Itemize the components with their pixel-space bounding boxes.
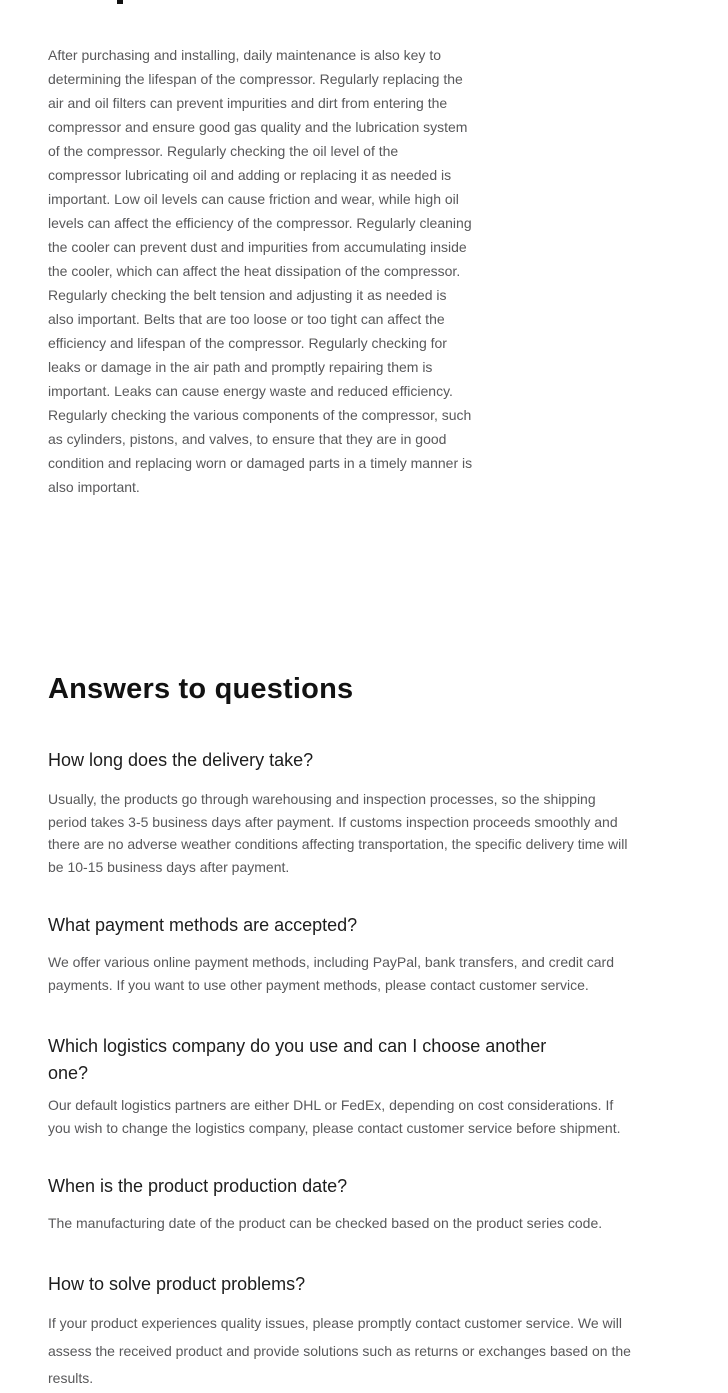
- faq-answer: If your product experiences quality issues, please promptly contact customer service. We will assess the received product and provide solutions such as returns or exchanges based on the results.: [48, 1315, 631, 1386]
- clipped-heading-fragment: [117, 0, 123, 4]
- faq-item-payment-methods: [48, 912, 728, 996]
- faq-answer: We offer various online payment methods, including PayPal, bank transfers, and credit card payments. If you want to use other payment methods, please contact customer service.: [48, 954, 615, 993]
- faq-item-delivery-time: [48, 747, 728, 878]
- faq-item-logistics-company: [48, 1033, 728, 1139]
- faq-answer: The manufacturing date of the product can be checked based on the product series code.: [48, 1215, 603, 1231]
- faq-question: When is the product production date?: [48, 1176, 348, 1196]
- faq-question: How long does the delivery take?: [48, 750, 314, 770]
- faq-answer: Our default logistics partners are either DHL or FedEx, depending on cost considerations. If you wish to change the logistics company, please contact customer service before shipment.: [48, 1097, 621, 1136]
- faq-item-production-date: [48, 1173, 728, 1235]
- faq-item-product-problems: [48, 1271, 728, 1393]
- faq-answer: Usually, the products go through warehousing and inspection processes, so the shipping period takes 3-5 business days after payment. If customs inspection proceeds smoothly and there are no adverse weather conditions affecting transportation, the specific delivery time will be 10-15 business days after payment.: [48, 791, 628, 875]
- faq-question: Which logistics company do you use and can I choose another one?: [48, 1036, 547, 1083]
- faq-question: What payment methods are accepted?: [48, 915, 358, 935]
- faq-question: How to solve product problems?: [48, 1274, 306, 1294]
- maintenance-paragraph: After purchasing and installing, daily maintenance is also key to determining the lifespan of the compressor. Regularly replacing the air and oil filters can prevent impurities and dirt from entering the compressor and ensure good gas quality and the lubrication system of the compressor. Regularly checking the oil level of the compressor lubricating oil and adding or replacing it as needed is important. Low oil levels can cause friction and wear, while high oil levels can affect the efficiency of the compressor. Regularly cleaning the cooler can prevent dust and impurities from accumulating inside the cooler, which can affect the heat dissipation of the compressor. Regularly checking the belt tension and adjusting it as needed is also important. Belts that are too loose or too tight can affect the efficiency and lifespan of the compressor. Regularly checking for leaks or damage in the air path and promptly repairing them is important. Leaks can cause energy waste and reduced efficiency. Regularly checking the various components of the compressor, such as cylinders, pistons, and valves, to ensure that they are in good condition and replacing worn or damaged parts in a timely manner is also important.: [48, 47, 473, 495]
- faq-section-title: Answers to questions: [48, 673, 354, 705]
- faq-list: [48, 747, 728, 1393]
